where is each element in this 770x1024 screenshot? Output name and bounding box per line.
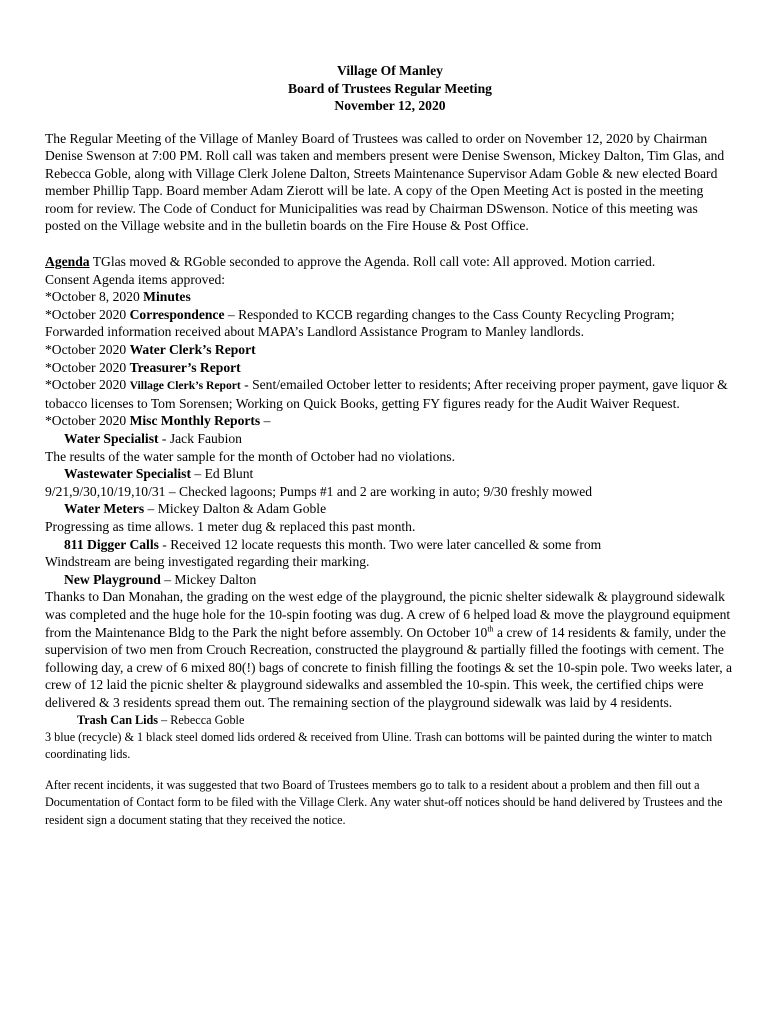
section-spacer [45, 764, 735, 777]
trash-lids-label: Trash Can Lids [77, 712, 159, 727]
playground-text [45, 588, 735, 711]
consent-minutes-date: *October 8, 2020 [45, 289, 144, 305]
digger-calls-label: 811 Digger Calls [64, 536, 159, 552]
closing-paragraph: After recent incidents, it was suggested that two Board of Trustees members go to talk to a resident about a problem and then fill out a Documentation of Contact form to be filed with the Village Clerk. Any water shut-off notices should be hand delivered by Trustees and the resident sign a document stating that they received the notice. [45, 777, 723, 827]
intro-paragraph: The Regular Meeting of the Village of Manley Board of Trustees was called to order on November 12, 2020 by Chairman Denise Swenson at 7:00 PM. Roll call was taken and members present were Denise Swenson, Mickey Dalton, Tim Glas, and Rebecca Goble, along with Village Clerk Jolene Dalton, Streets Maintenance Supervisor Adam Goble & new elected Board member Phillip Tapp. Board member Adam Zierott will be late. A copy of the Open Meeting Act is posted in the meeting room for review. The Code of Conduct for Municipalities was read by Chairman DSwenson. Notice of this meeting was posted on the Village website and in the bulletin boards on the Fire House & Post Office. [45, 130, 725, 234]
water-meters-label: Water Meters [64, 501, 145, 517]
consent-correspondence [45, 306, 735, 341]
wastewater-heading [45, 465, 735, 483]
water-meters-text: Progressing as time allows. 1 meter dug & replaced this past month. [45, 518, 416, 534]
consent-misc-suffix: – [260, 413, 271, 429]
consent-village-clerk [45, 376, 735, 412]
digger-calls-text: - Received 12 locate requests this month. Two were later cancelled & some from [158, 536, 602, 552]
header-date: November 12, 2020 [334, 98, 446, 113]
wastewater-label: Wastewater Specialist [64, 466, 191, 482]
consent-water-clerk-date: *October 2020 [45, 342, 130, 358]
header-village: Village Of Manley [337, 63, 443, 78]
consent-misc [45, 412, 735, 430]
agenda-heading: Agenda [45, 254, 90, 270]
consent-water-clerk [45, 341, 735, 359]
consent-treasurer-label: Treasurer’s Report [129, 359, 241, 375]
playground-superscript: th [487, 624, 494, 633]
consent-misc-label: Misc Monthly Reports [129, 413, 261, 429]
document-page [45, 62, 735, 829]
playground-text-part2: a crew of 14 residents & family, under the supervision of two men from Crouch Recreation, constructed the playground & partially filled the footings with cement. The following day, a crew of 6 mixed 80(!) bags of concrete to finish filling the footings & set the 10-spin pole. Two weeks later, a crew of 12 laid the picnic shelter & playground sidewalks and assembled the 10-spin. This week, the certified chips were delivered & 3 residents spread them out. The remaining section of the playground sidewalk was laid by 4 residents. [45, 624, 733, 710]
consent-village-clerk-date: *October 2020 [45, 377, 130, 393]
consent-treasurer-date: *October 2020 [45, 359, 130, 375]
consent-corr-label: Correspondence [129, 306, 225, 322]
header-board: Board of Trustees Regular Meeting [288, 80, 492, 96]
playground-label: New Playground [64, 571, 161, 587]
agenda-paragraph [45, 253, 735, 271]
trash-lids-text: 3 blue (recycle) & 1 black steel domed lids ordered & received from Uline. Trash can bottoms will be painted during the winter to match coordinating lids. [45, 729, 713, 762]
water-specialist-heading [45, 430, 735, 448]
water-specialist-name: - Jack Faubion [158, 431, 242, 446]
consent-corr-text: – Responded to KCCB regarding changes to the Cass County Recycling Program; Forwarded information received about MAPA’s Landlord Assistance Program to Manley landlords. [45, 306, 675, 340]
playground-name: – Mickey Dalton [160, 571, 257, 587]
consent-misc-date: *October 2020 [45, 413, 130, 429]
water-specialist-text: The results of the water sample for the month of October had no violations. [45, 448, 455, 464]
consent-minutes-label: Minutes [143, 289, 191, 305]
consent-village-clerk-label: Village Clerk’s Report [129, 379, 241, 393]
digger-calls-text-cont: Windstream are being investigated regarding their marking. [45, 554, 370, 570]
water-meters-name: – Mickey Dalton & Adam Goble [144, 501, 327, 517]
water-meters-heading [45, 500, 735, 518]
document-header [45, 62, 735, 115]
consent-village-clerk-text: - Sent/emailed October letter to residents; After receiving proper payment, gave liquor & tobacco licenses to Tom Sorensen; Working on Quick Books, getting FY figures ready for the Audit Waiver Request. [45, 377, 728, 411]
trash-lids-name: – Rebecca Goble [158, 712, 245, 727]
consent-corr-date: *October 2020 [45, 306, 130, 322]
trash-lids-heading [45, 712, 735, 729]
consent-treasurer [45, 359, 735, 377]
water-specialist-label: Water Specialist [64, 431, 159, 446]
consent-minutes [45, 288, 735, 306]
wastewater-name: – Ed Blunt [190, 466, 254, 482]
playground-text-part1: Thanks to Dan Monahan, the grading on the west edge of the playground, the picnic shelter sidewalk & playground sidewalk was completed and the huge hole for the 10-spin footing was dug. A crew of 6 helped load & move the playground equipment from the Maintenance Bldg to the Park the night before assembly. On October 10 [45, 589, 731, 640]
consent-water-clerk-label: Water Clerk’s Report [129, 342, 256, 358]
digger-calls-line [45, 536, 735, 554]
consent-intro: Consent Agenda items approved: [45, 271, 226, 287]
wastewater-text: 9/21,9/30,10/19,10/31 – Checked lagoons; Pumps #1 and 2 are working in auto; 9/30 freshly mowed [45, 483, 593, 499]
playground-heading [45, 571, 735, 589]
agenda-text: TGlas moved & RGoble seconded to approve the Agenda. Roll call vote: All approved. Motion carried. [89, 254, 656, 270]
